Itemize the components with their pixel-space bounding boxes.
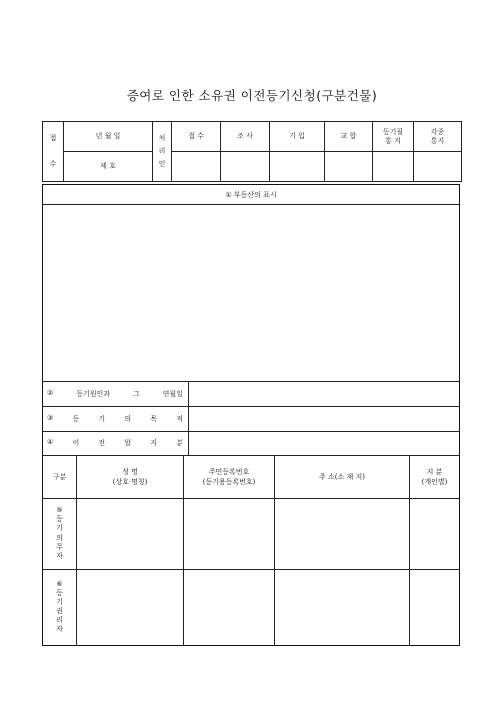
row-label-part: 목 <box>150 414 158 423</box>
share-header: 지 분 (개인별) <box>421 467 448 486</box>
cause-row <box>43 381 459 407</box>
row-label-part: 전 <box>98 439 106 447</box>
row-label-part: 기 <box>98 414 106 423</box>
share-row <box>43 431 459 456</box>
holder-char: 권 <box>56 607 63 615</box>
processor-char: 인 <box>158 160 166 169</box>
row-label-part: 이 <box>72 439 80 447</box>
obligor-char: 무 <box>56 542 63 551</box>
holder-char: ⑥ <box>56 579 63 588</box>
holder-label <box>43 569 76 645</box>
col-entry: 기 입 <box>270 122 325 152</box>
holder-char: 등 <box>56 588 63 597</box>
row-label-part: ② <box>47 388 54 397</box>
col-various-notice: 각종 통지 <box>414 122 462 152</box>
obligor-label <box>43 498 76 569</box>
property-header-row <box>43 185 459 205</box>
holder-name-input[interactable] <box>77 569 183 645</box>
obligor-name-input[interactable] <box>77 498 183 569</box>
col-inspect: 조 사 <box>221 122 270 152</box>
document-title: 증여로 인한 소유권 이전등기신청(구분건물) <box>126 88 378 103</box>
obligor-char: 의 <box>56 533 63 542</box>
receipt-input[interactable] <box>172 152 221 182</box>
reception-char: 수 <box>49 159 57 168</box>
row-label-part: 연월일 <box>162 389 183 398</box>
share-label <box>47 438 183 448</box>
row-label-part: 지 <box>150 439 158 447</box>
processor-label <box>153 122 172 182</box>
property-header: ① 부동산의 표시 <box>225 190 277 199</box>
obligor-row <box>43 498 459 570</box>
row-label-part: 할 <box>124 439 132 447</box>
cause-label <box>47 389 183 399</box>
name-header: 성 명 (상호·명칭) <box>112 467 148 486</box>
row-label-part: 분 <box>176 439 183 447</box>
holder-char: 기 <box>56 597 63 606</box>
obligor-share-input[interactable] <box>410 498 459 569</box>
reception-label <box>43 122 64 182</box>
application-form <box>42 184 460 646</box>
address-header: 주 소(소 재 지) <box>319 472 365 481</box>
obligor-id-input[interactable] <box>184 498 274 569</box>
date-cell: 년 월 일 <box>64 122 153 152</box>
completion-notice-input[interactable] <box>373 152 414 182</box>
holder-char: 자 <box>56 625 63 634</box>
row-label-part: 의 <box>124 414 132 423</box>
holder-address-input[interactable] <box>275 569 409 645</box>
purpose-row <box>43 406 459 432</box>
processor-char: 리 <box>158 146 166 155</box>
purpose-label <box>47 414 183 424</box>
property-description-area[interactable] <box>43 204 459 382</box>
reception-table <box>42 121 462 182</box>
purpose-input[interactable] <box>189 406 459 431</box>
obligor-char: ⑤ <box>56 506 63 515</box>
obligor-char: 등 <box>56 515 63 524</box>
obligor-char: 기 <box>56 524 63 533</box>
row-label-part: 등 <box>72 414 80 423</box>
parties-header-row <box>43 455 459 499</box>
entry-input[interactable] <box>270 152 325 182</box>
holder-row <box>43 569 459 645</box>
row-label-part: ④ <box>47 438 54 446</box>
obligor-address-input[interactable] <box>275 498 409 569</box>
inspect-input[interactable] <box>221 152 270 182</box>
category-header: 구분 <box>52 472 67 481</box>
holder-char: 리 <box>56 616 63 625</box>
col-check: 교 합 <box>325 122 373 152</box>
holder-id-input[interactable] <box>184 569 274 645</box>
holder-share-input[interactable] <box>410 569 459 645</box>
row-label-part: 적 <box>176 414 183 423</box>
various-notice-input[interactable] <box>414 152 462 182</box>
reception-char: 접 <box>49 134 57 143</box>
obligor-char: 자 <box>56 551 63 560</box>
number-cell: 제 호 <box>64 152 153 182</box>
row-label-part: ③ <box>47 413 54 422</box>
row-label-part: 그 <box>132 389 140 398</box>
cause-input[interactable] <box>189 381 459 406</box>
id-number-header: 주민등록번호 (등기용등록번호) <box>202 467 256 486</box>
row-label-part: 등기원인과 <box>76 389 111 398</box>
col-receipt: 접 수 <box>172 122 221 152</box>
processor-char: 처 <box>158 133 166 142</box>
share-input[interactable] <box>189 431 459 455</box>
col-completion-notice: 등기필 통 지 <box>373 122 414 152</box>
check-input[interactable] <box>325 152 373 182</box>
